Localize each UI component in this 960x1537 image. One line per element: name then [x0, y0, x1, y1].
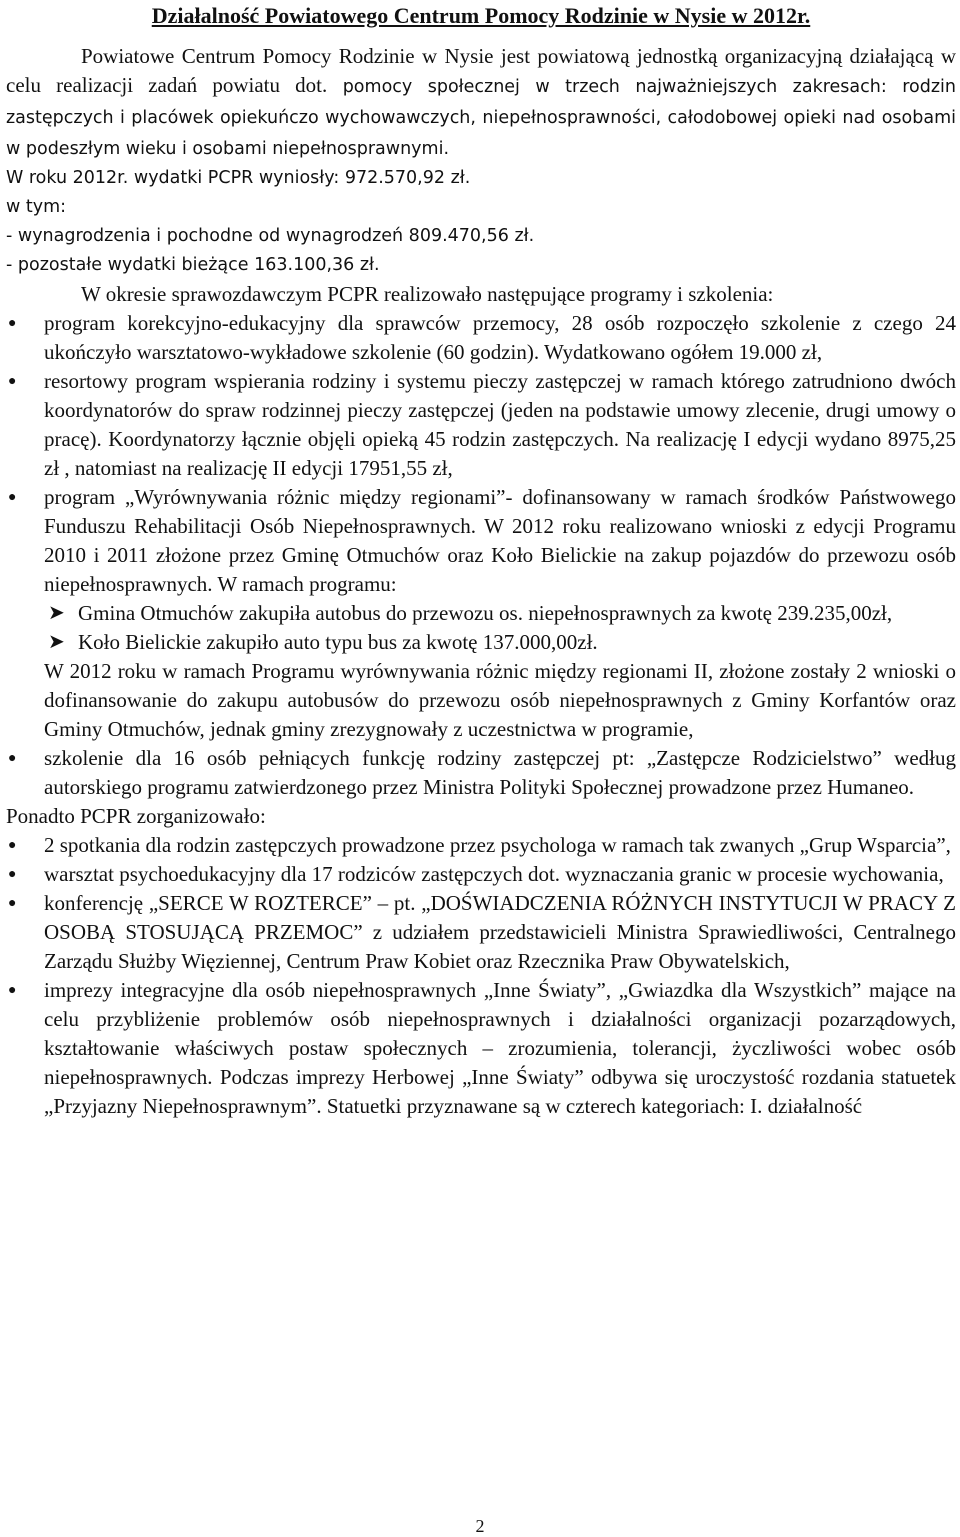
- expenses-w-tym: w tym:: [6, 197, 67, 217]
- arrow-item: [6, 599, 956, 628]
- expenses-total: W roku 2012r. wydatki PCPR wyniosły: 972.570,92 zł.: [6, 168, 471, 188]
- expenses-other: - pozostałe wydatki bieżące 163.100,36 zł.: [6, 255, 380, 275]
- arrow-item-text: Gmina Otmuchów zakupiła autobus do przewozu os. niepełnosprawnych za kwotę 239.235,00zł,: [78, 601, 893, 625]
- program-continuation: W 2012 roku w ramach Programu wyrównywania różnic między regionami II, złożone zostały 2 wnioski o dofinansowanie do zakupu autobusów do przewozu osób niepełnosprawnych z Gminy Korfantów oraz Gminy Otmuchów, jednak gminy zrezygnowały z uczestnictwa w programie,: [44, 659, 956, 741]
- arrow-list: [6, 599, 956, 657]
- arrow-item-text: Koło Bielickie zakupiło auto typu bus za kwotę 137.000,00zł.: [78, 630, 598, 654]
- programs-list: [6, 309, 956, 599]
- training-item: ● szkolenie dla 16 osób pełniących funkcję rodziny zastępczej pt: „Zastępcze Rodzicielstwo” według autorskiego programu zatwierdzonego przez Ministra Polityki Społecznej prowadzone przez Humaneo.: [6, 744, 956, 802]
- program-item: ● resortowy program wspierania rodziny i systemu pieczy zastępczej w ramach którego zatrudniono dwóch koordynatorów do spraw rodzinnej pieczy zastępczej (jeden na podstawie umowy zlecenie, drugi umowy o pracę). Koordynatorzy łącznie objęli opieką 45 rodzin zastępczych. Na realizację I edycji wydano 8975,25 zł , natomiast na realizację II edycji 17951,55 zł,: [6, 367, 956, 483]
- additionally-item: ● warsztat psychoedukacyjny dla 17 rodziców zastępczych dot. wyznaczania granic w procesie wychowania,: [6, 860, 956, 889]
- additionally-list: [6, 831, 956, 1121]
- additionally-intro: Ponadto PCPR zorganizowało:: [6, 804, 266, 828]
- arrow-item: [6, 628, 956, 657]
- expenses-salaries: - wynagrodzenia i pochodne od wynagrodzeń 809.470,56 zł.: [6, 226, 535, 246]
- intro-paragraph: [6, 42, 956, 164]
- training-list: [6, 744, 956, 802]
- program-item: ● program „Wyrównywania różnic między regionami”- dofinansowany w ramach środków Państwowego Funduszu Rehabilitacji Osób Niepełnosprawnych. W 2012 roku realizowano wnioski z edycji Programu 2010 i 2011 złożone przez Gminę Otmuchów oraz Koło Bielickie na zakup pojazdów do przewozu osób niepełnosprawnych. W ramach programu:: [6, 483, 956, 599]
- additionally-item: ● 2 spotkania dla rodzin zastępczych prowadzone przez psychologa w ramach tak zwanych „Grup Wsparcia”,: [6, 831, 956, 860]
- arrow-bullet-icon: ➤: [48, 602, 65, 624]
- additionally-item: ● konferencję „SERCE W ROZTERCE” – pt. „DOŚWIADCZENIA RÓŻNYCH INSTYTUCJI W PRACY Z OSOBĄ STOSUJĄCĄ PRZEMOC” z udziałem przedstawicieli Ministra Sprawiedliwości, Centralnego Zarządu Służby Więziennej, Centrum Praw Kobiet oraz Rzecznika Praw Obywatelskich,: [6, 889, 956, 976]
- page-number: 2: [475, 1516, 485, 1536]
- program-item: ● program korekcyjno-edukacyjny dla sprawców przemocy, 28 osób rozpoczęło szkolenie z czego 24 ukończyło warsztatowo-wykładowe szkolenie (60 godzin). Wydatkowano ogółem 19.000 zł,: [6, 309, 956, 367]
- page-title: Działalność Powiatowego Centrum Pomocy Rodzinie w Nysie w 2012r.: [151, 3, 811, 28]
- arrow-bullet-icon: ➤: [48, 631, 65, 653]
- document-page: [6, 0, 956, 1121]
- additionally-item: ● imprezy integracyjne dla osób niepełnosprawnych „Inne Światy”, „Gwiazdka dla Wszystkich” mające na celu przybliżenie problemów osób niepełnosprawnych i działalności organizacji pozarządowych, kształtowanie właściwych postaw społecznych – zrozumienia, tolerancji, życzliwości wobec osób niepełnosprawnych. Podczas imprezy Herbowej „Inne Światy” odbywa się uroczystość rozdania statuetek „Przyjazny Niepełnosprawnym”. Statuetki przyznawane są w czterech kategoriach: I. działalność: [6, 976, 956, 1121]
- expenses-block: [6, 164, 956, 280]
- intro-text-a: Powiatowe Centrum Pomocy Rodzinie w Nysie jest powiatową jednostką organizacyjną działającą w celu realizacji zadań powiatu dot.: [6, 44, 956, 97]
- intro-text-b: pomocy społecznej w trzech najważniejszych zakresach: rodzin zastępczych i placówek opiekuńczo wychowawczych, niepełnosprawności, całodobowej opieki nad osobami w podeszłym wieku i osobami niepełnosprawnymi.: [6, 77, 956, 159]
- programs-intro: W okresie sprawozdawczym PCPR realizowało następujące programy i szkolenia:: [81, 282, 774, 306]
